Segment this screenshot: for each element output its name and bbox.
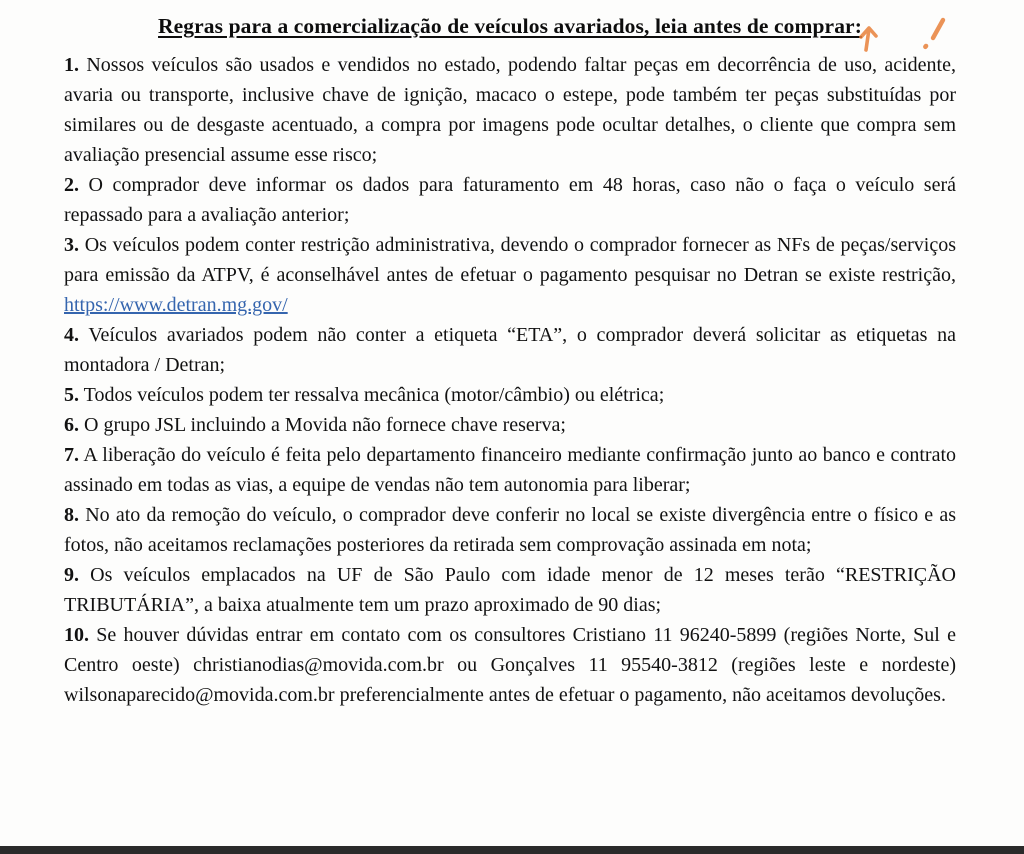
rule-text: O comprador deve informar os dados para faturamento em 48 horas, caso não o faça o veículo será repassado para a avaliação anterior; bbox=[64, 174, 956, 226]
rule-item bbox=[64, 50, 956, 170]
rule-number: 1. bbox=[64, 54, 79, 76]
rule-text: Se houver dúvidas entrar em contato com os consultores Cristiano 11 96240-5899 (regiões Norte, Sul e Centro oeste) christianodias@movida.com.br ou Gonçalves 11 95540-3812 (regiões leste e nordeste) wilsonaparecido@movida.com.br preferencialmente antes de efetuar o pagamento, não aceitamos devoluções. bbox=[64, 624, 956, 706]
rule-item bbox=[64, 320, 956, 380]
rule-item bbox=[64, 230, 956, 320]
rule-item bbox=[64, 170, 956, 230]
rule-text: O grupo JSL incluindo a Movida não fornece chave reserva; bbox=[79, 414, 566, 436]
rule-item bbox=[64, 500, 956, 560]
rule-number: 4. bbox=[64, 324, 79, 346]
rule-text: Todos veículos podem ter ressalva mecânica (motor/câmbio) ou elétrica; bbox=[79, 384, 665, 406]
rule-number: 6. bbox=[64, 414, 79, 436]
rule-item bbox=[64, 620, 956, 710]
rule-number: 9. bbox=[64, 564, 79, 586]
detran-link[interactable]: https://www.detran.mg.gov/ bbox=[64, 294, 288, 316]
document-content bbox=[64, 12, 956, 710]
rule-number: 7. bbox=[64, 444, 79, 466]
rule-text: Os veículos podem conter restrição administrativa, devendo o comprador fornecer as NFs de peças/serviços para emissão da ATPV, é aconselhável antes de efetuar o pagamento pesquisar no Detran se existe restrição, bbox=[64, 234, 956, 286]
rule-item bbox=[64, 440, 956, 500]
rule-text: No ato da remoção do veículo, o comprador deve conferir no local se existe divergência entre o físico e as fotos, não aceitamos reclamações posteriores da retirada sem comprovação assinada em nota; bbox=[64, 504, 956, 556]
window-bottom-edge bbox=[0, 846, 1024, 854]
rule-number: 5. bbox=[64, 384, 79, 406]
rule-number: 10. bbox=[64, 624, 89, 646]
rule-item bbox=[64, 560, 956, 620]
rule-item bbox=[64, 410, 956, 440]
rule-text: Veículos avariados podem não conter a etiqueta “ETA”, o comprador deverá solicitar as etiquetas na montadora / Detran; bbox=[64, 324, 956, 376]
rule-text: Nossos veículos são usados e vendidos no estado, podendo faltar peças em decorrência de uso, acidente, avaria ou transporte, inclusive chave de ignição, macaco o estepe, pode também ter peças substituídas por similares ou de desgaste acentuado, a compra por imagens pode ocultar detalhes, o cliente que compra sem avaliação presencial assume esse risco; bbox=[64, 54, 956, 166]
rule-number: 2. bbox=[64, 174, 79, 196]
rule-number: 8. bbox=[64, 504, 79, 526]
rule-item bbox=[64, 380, 956, 410]
document-title: Regras para a comercialização de veículos avariados, leia antes de comprar: bbox=[158, 14, 862, 38]
rule-text: Os veículos emplacados na UF de São Paulo com idade menor de 12 meses terão “RESTRIÇÃO TRIBUTÁRIA”, a baixa atualmente tem um prazo aproximado de 90 dias; bbox=[64, 564, 956, 616]
rule-number: 3. bbox=[64, 234, 79, 256]
rule-text: A liberação do veículo é feita pelo departamento financeiro mediante confirmação junto ao banco e contrato assinado em todas as vias, a equipe de vendas não tem autonomia para liberar; bbox=[64, 444, 956, 496]
rules-list bbox=[64, 50, 956, 710]
